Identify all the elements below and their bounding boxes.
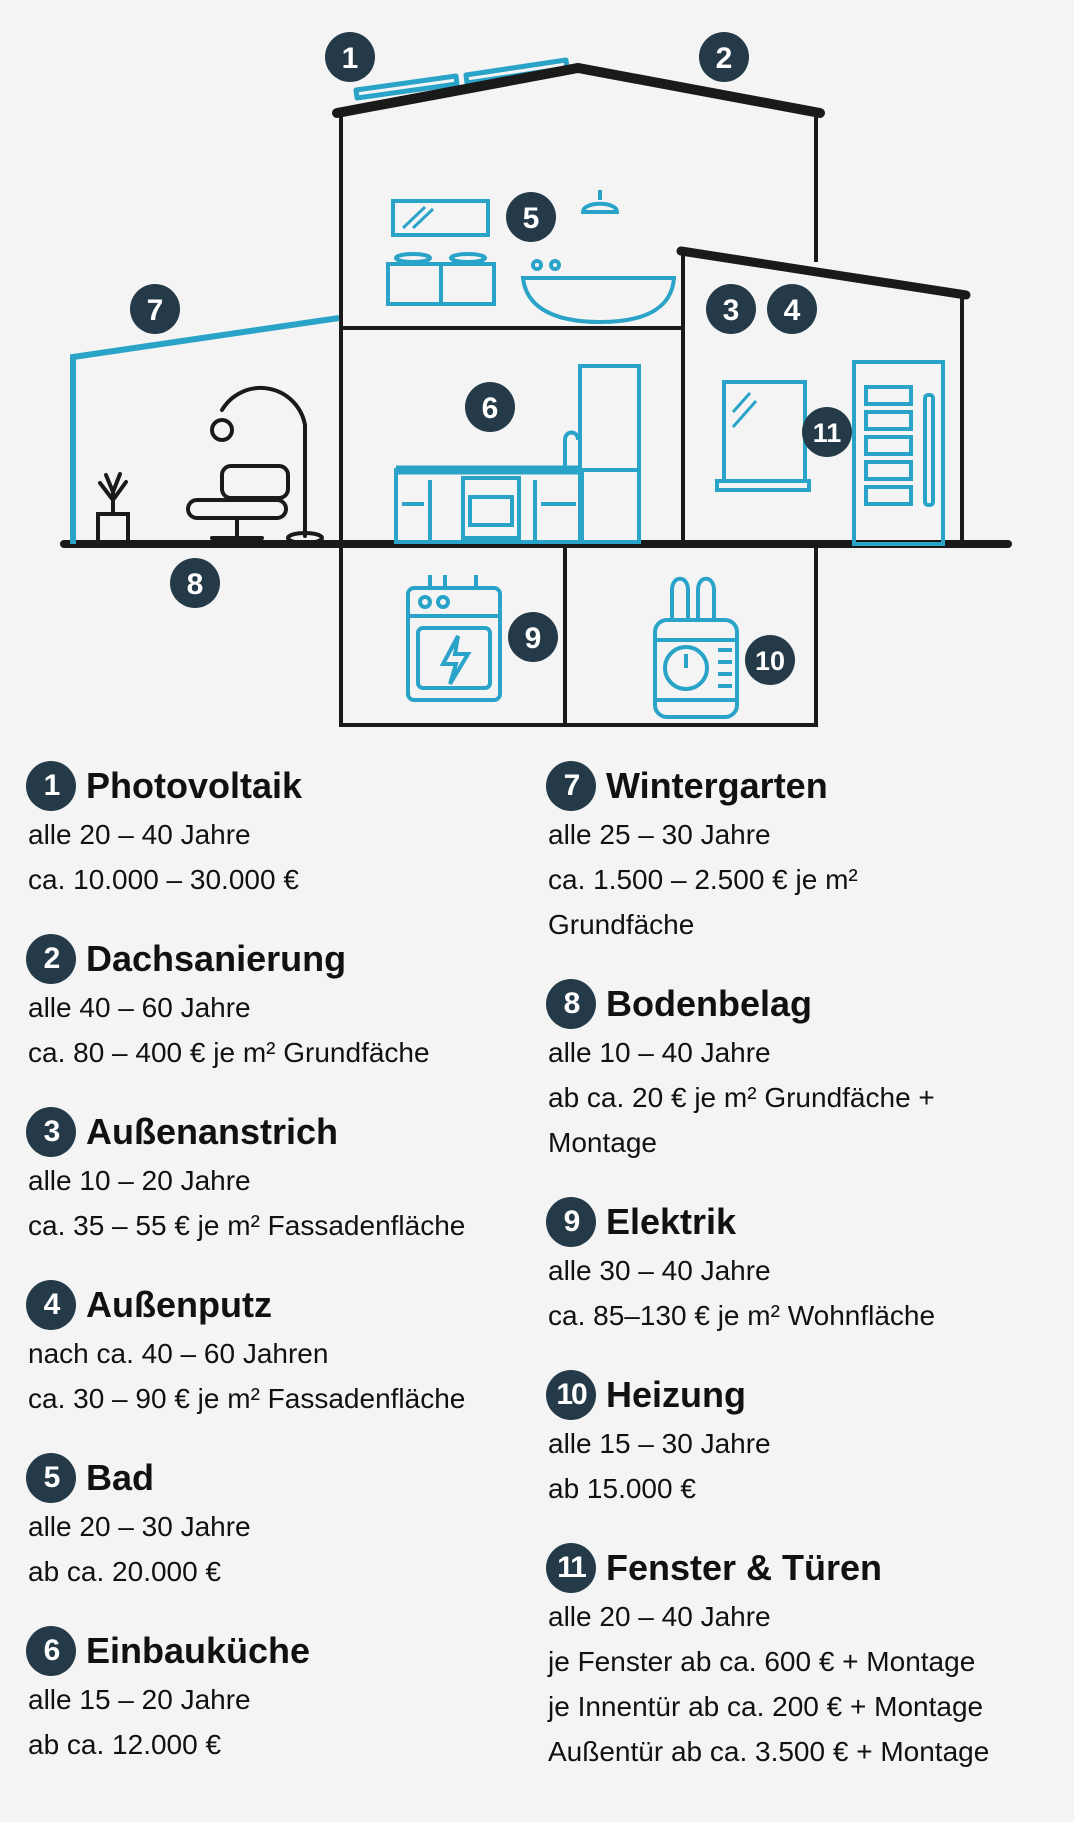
living-room-furniture <box>98 388 322 543</box>
legend-title: Einbauküche <box>86 1630 311 1671</box>
svg-text:9: 9 <box>524 622 542 655</box>
svg-text:2: 2 <box>715 42 733 75</box>
legend-cost: ca. 1.500 – 2.500 € je m² <box>548 864 858 895</box>
legend-interval: alle 10 – 40 Jahre <box>548 1037 771 1068</box>
legend-badge: 5 <box>26 1453 76 1503</box>
legend-title: Außenputz <box>86 1284 272 1325</box>
legend-interval: nach ca. 40 – 60 Jahren <box>28 1338 329 1369</box>
legend-column-left <box>26 760 546 1798</box>
legend-cost: ab ca. 12.000 € <box>28 1729 222 1760</box>
legend-cost: ab 15.000 € <box>548 1473 696 1504</box>
legend-cost: ab ca. 20.000 € <box>28 1556 222 1587</box>
svg-text:4: 4 <box>783 294 801 327</box>
legend-item-fenster-tueren <box>546 1542 1066 1774</box>
legend-item-bad <box>26 1452 546 1594</box>
marker-6 <box>465 382 515 432</box>
legend-cost: ca. 80 – 400 € je m² Grundfäche <box>28 1037 430 1068</box>
legend-title: Bad <box>86 1457 155 1498</box>
legend-title: Photovoltaik <box>86 765 303 806</box>
legend-item-aussenputz <box>26 1279 546 1421</box>
legend-item-wintergarten <box>546 760 1066 947</box>
svg-text:1: 1 <box>341 42 359 75</box>
legend-item-elektrik <box>546 1196 1066 1338</box>
legend-cost: ca. 30 – 90 € je m² Fassadenfläche <box>28 1383 466 1414</box>
legend-item-aussenanstrich <box>26 1106 546 1248</box>
marker-3 <box>706 284 756 334</box>
legend-badge: 11 <box>546 1543 596 1593</box>
legend-interval: alle 15 – 20 Jahre <box>28 1684 251 1715</box>
legend-badge: 7 <box>546 761 596 811</box>
kitchen-fixtures <box>396 366 639 542</box>
legend-title: Elektrik <box>606 1201 737 1242</box>
legend-badge: 4 <box>26 1280 76 1330</box>
marker-8 <box>170 558 220 608</box>
legend-cost-continued: Grundfäche <box>548 909 695 940</box>
legend-column-right <box>546 760 1066 1805</box>
legend-interval: alle 20 – 30 Jahre <box>28 1511 251 1542</box>
legend-item-bodenbelag <box>546 978 1066 1165</box>
legend-badge: 1 <box>26 761 76 811</box>
legend-item-dachsanierung <box>26 933 546 1075</box>
legend-badge: 2 <box>26 934 76 984</box>
heater-icon <box>655 579 737 717</box>
marker-4 <box>767 284 817 334</box>
legend-interval: alle 30 – 40 Jahre <box>548 1255 771 1286</box>
legend-cost-window: je Fenster ab ca. 600 € + Montage <box>548 1646 976 1677</box>
legend-cost-interior-door: je Innentür ab ca. 200 € + Montage <box>548 1691 984 1722</box>
legend-cost-exterior-door: Außentür ab ca. 3.500 € + Montage <box>548 1736 990 1767</box>
legend-interval: alle 10 – 20 Jahre <box>28 1165 251 1196</box>
marker-2 <box>699 32 749 82</box>
legend-badge: 8 <box>546 979 596 1029</box>
svg-text:11: 11 <box>812 418 842 448</box>
legend-title: Heizung <box>606 1374 746 1415</box>
legend-cost: ca. 35 – 55 € je m² Fassadenfläche <box>28 1210 466 1241</box>
marker-10 <box>745 635 795 685</box>
legend-badge: 6 <box>26 1626 76 1676</box>
electric-meter-icon <box>408 575 500 700</box>
legend-title: Außenanstrich <box>86 1111 339 1152</box>
legend-item-einbaukueche <box>26 1625 546 1767</box>
svg-text:5: 5 <box>522 202 540 235</box>
svg-text:8: 8 <box>186 568 204 601</box>
legend-interval: alle 20 – 40 Jahre <box>28 819 251 850</box>
legend-cost: ab ca. 20 € je m² Grundfäche + <box>548 1082 935 1113</box>
legend-interval: alle 25 – 30 Jahre <box>548 819 771 850</box>
house-illustration <box>0 0 1074 740</box>
legend-interval: alle 40 – 60 Jahre <box>28 992 251 1023</box>
marker-7 <box>130 284 180 334</box>
legend-title: Wintergarten <box>606 765 828 806</box>
marker-9 <box>508 612 558 662</box>
legend-interval: alle 20 – 40 Jahre <box>548 1601 771 1632</box>
legend-title: Fenster & Türen <box>606 1547 883 1588</box>
legend-title: Bodenbelag <box>606 983 813 1024</box>
legend-badge: 3 <box>26 1107 76 1157</box>
marker-11 <box>802 407 852 457</box>
legend-cost: ca. 10.000 – 30.000 € <box>28 864 299 895</box>
svg-text:6: 6 <box>481 392 499 425</box>
legend-item-photovoltaik <box>26 760 546 902</box>
legend-badge: 10 <box>546 1370 596 1420</box>
legend-title: Dachsanierung <box>86 938 347 979</box>
svg-text:10: 10 <box>754 646 786 676</box>
marker-1 <box>325 32 375 82</box>
legend-cost-continued: Montage <box>548 1127 657 1158</box>
legend-badge: 9 <box>546 1197 596 1247</box>
legend-interval: alle 15 – 30 Jahre <box>548 1428 771 1459</box>
marker-5 <box>506 192 556 242</box>
legend-item-heizung <box>546 1369 1066 1511</box>
svg-text:3: 3 <box>722 294 740 327</box>
legend-cost: ca. 85–130 € je m² Wohnfläche <box>548 1300 936 1331</box>
svg-text:7: 7 <box>146 294 164 327</box>
